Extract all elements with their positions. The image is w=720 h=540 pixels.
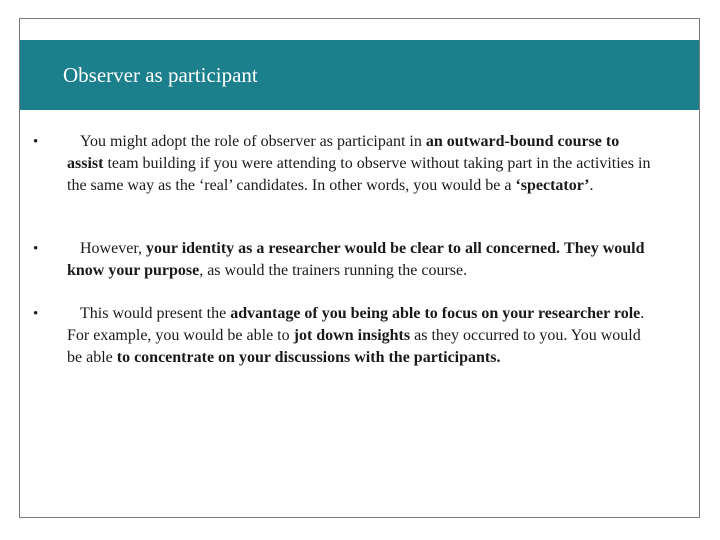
bold-text-segment: They would know your purpose <box>67 240 645 279</box>
bold-text-segment: jot down insights <box>293 327 411 344</box>
bullet-text <box>67 303 657 369</box>
bullet-marker: • <box>33 306 39 322</box>
text-segment: . <box>589 177 594 194</box>
slide-title: Observer as participant <box>63 63 258 87</box>
bullet-text <box>67 131 657 197</box>
bold-text-segment: advantage of you being able to focus on your researcher role <box>230 305 641 322</box>
text-segment: However, <box>80 240 146 257</box>
bullet-list <box>20 19 699 517</box>
text-segment: team building if you were attending to observe without taking part in the activities in the same way as the ‘real’ candidates. In other words, you would be a <box>67 155 651 194</box>
bold-text-segment: ‘spectator’ <box>515 177 590 194</box>
bullet-text <box>67 238 657 282</box>
slide-frame <box>19 18 700 518</box>
text-segment: , as would the trainers running the course. <box>199 262 468 279</box>
text-segment: . For example, you would be able to <box>67 305 645 344</box>
text-segment: This would present the <box>80 305 231 322</box>
bullet-marker: • <box>33 134 39 150</box>
bullet-marker: • <box>33 241 39 257</box>
text-segment: You might adopt the role of observer as participant in <box>80 133 426 150</box>
bold-text-segment: to concentrate on your discussions with the participants. <box>116 349 501 366</box>
bold-text-segment: your identity as a researcher would be clear to all concerned. <box>146 240 561 257</box>
text-segment: as they occurred to you. You would be able <box>67 327 641 366</box>
bold-text-segment: an outward-bound course to assist <box>67 133 620 172</box>
